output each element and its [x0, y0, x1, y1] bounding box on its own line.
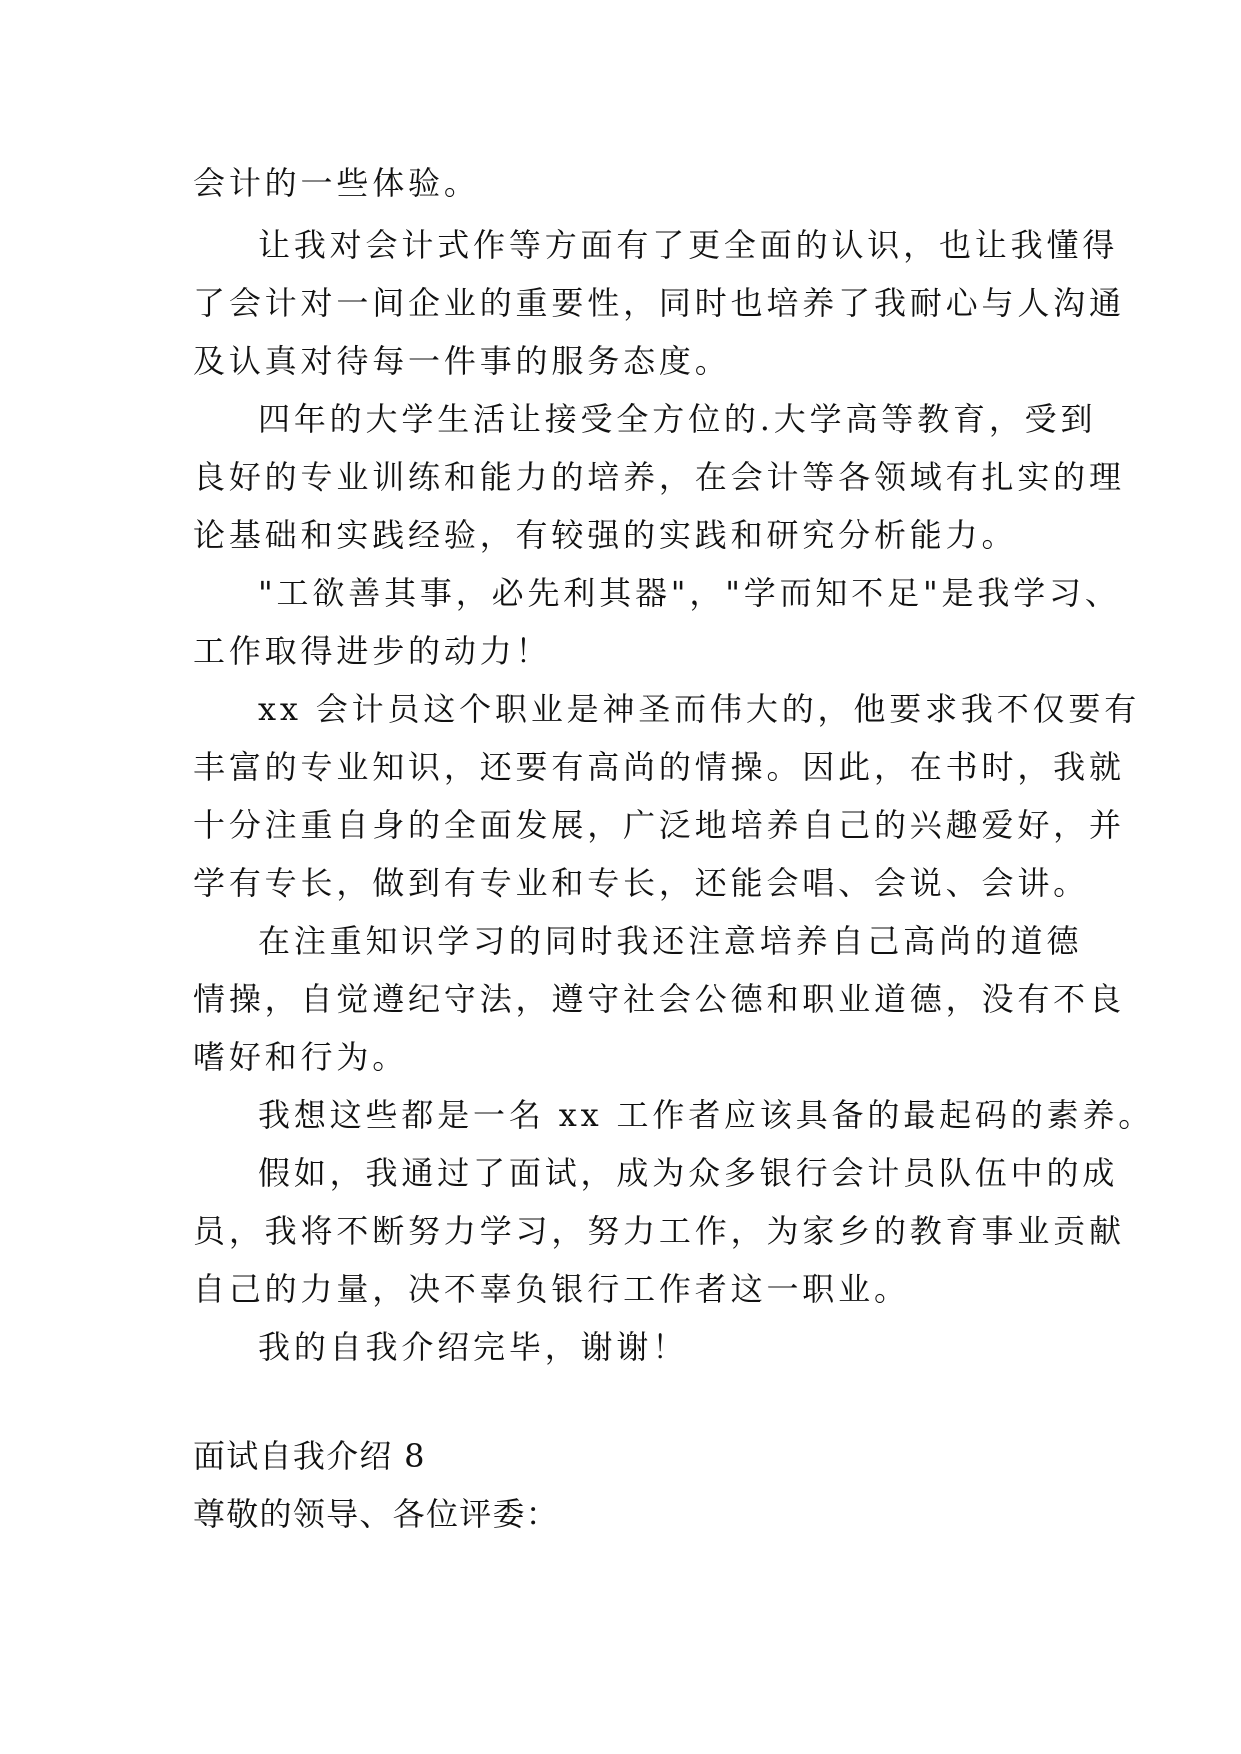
text-line: 了会计对一间企业的重要性，同时也培养了我耐心与人沟通: [193, 284, 1125, 322]
text-line: 会计的一些体验。: [193, 164, 480, 202]
paragraph-first-line: "工欲善其事，必先利其器"，"学而知不足"是我学习、: [258, 574, 1121, 612]
paragraph-first-line: 假如，我通过了面试，成为众多银行会计员队伍中的成: [258, 1154, 1119, 1192]
section-heading: 面试自我介绍 8: [193, 1437, 426, 1475]
text-line: 学有专长，做到有专业和专长，还能会唱、会说、会讲。: [193, 864, 1090, 902]
paragraph-first-line: 四年的大学生活让接受全方位的.大学高等教育，受到: [258, 400, 1097, 438]
text-line: 工作取得进步的动力！: [193, 632, 552, 670]
salutation: 尊敬的领导、各位评委：: [193, 1495, 560, 1533]
text-line: 嗜好和行为。: [193, 1038, 409, 1076]
paragraph-first-line: 在注重知识学习的同时我还注意培养自己高尚的道德: [258, 922, 1083, 960]
text-line: 论基础和实践经验，有较强的实践和研究分析能力。: [193, 516, 1018, 554]
text-line: 情操，自觉遵纪守法，遵守社会公德和职业道德，没有不良: [193, 980, 1125, 1018]
paragraph-first-line: xx 会计员这个职业是神圣而伟大的，他要求我不仅要有: [258, 690, 1141, 728]
paragraph-first-line: 我想这些都是一名 xx 工作者应该具备的最起码的素养。: [258, 1096, 1155, 1134]
paragraph-first-line: 让我对会计式作等方面有了更全面的认识，也让我懂得: [258, 226, 1119, 264]
paragraph-first-line: 我的自我介绍完毕，谢谢！: [258, 1328, 689, 1366]
text-line: 员，我将不断努力学习，努力工作，为家乡的教育事业贡献: [193, 1212, 1125, 1250]
text-line: 丰富的专业知识，还要有高尚的情操。因此，在书时，我就: [193, 748, 1125, 786]
text-line: 自己的力量，决不辜负银行工作者这一职业。: [193, 1270, 910, 1308]
text-line: 及认真对待每一件事的服务态度。: [193, 342, 731, 380]
text-line: 良好的专业训练和能力的培养，在会计等各领域有扎实的理: [193, 458, 1125, 496]
text-line: 十分注重自身的全面发展，广泛地培养自己的兴趣爱好，并: [193, 806, 1125, 844]
